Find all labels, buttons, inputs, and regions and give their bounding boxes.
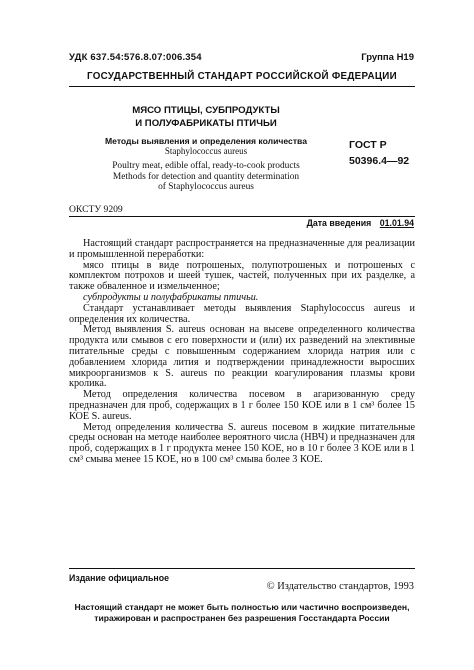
english-title [86, 161, 326, 193]
copyright: © Издательство стандартов, 1993 [266, 581, 414, 592]
english-line-3: of Staphylococcus aureus [158, 182, 254, 192]
document-title [96, 104, 316, 130]
notice-line-2: тиражирован и распространен без разрешения Госстандарта России [94, 613, 390, 623]
footer-rule [69, 568, 415, 569]
title-rule [69, 216, 415, 217]
title-line-1: МЯСО ПТИЦЫ, СУБПРОДУКТЫ [132, 105, 280, 116]
paragraph-scope: Настоящий стандарт распространяется на предназначенные для реализации и промышленной переработки: [69, 238, 415, 260]
date-value: 01.01.94 [379, 218, 414, 228]
date-label: Дата введения [306, 218, 372, 228]
standard-title: ГОСУДАРСТВЕННЫЙ СТАНДАРТ РОССИЙСКОЙ ФЕДЕРАЦИИ [87, 71, 397, 82]
gost-label: ГОСТ Р [349, 139, 387, 151]
paragraph-agar-method: Метод определения количества посевом в агаризованную среду предназначен для проб, содержащих в 1 г более 150 КОЕ или в 1 см³ более 15 КОЕ S. aureus. [69, 389, 415, 422]
paragraph-offal: субпродукты и полуфабрикаты птичьи. [83, 291, 259, 303]
method-line-1: Методы выявления и определения количества [105, 136, 307, 146]
effective-date [307, 218, 414, 228]
official-edition: Издание официальное [69, 573, 169, 583]
header-rule [69, 86, 415, 87]
method-line-2: Staphylococcus aureus [164, 146, 248, 156]
udk-code: УДК 637.54:576.8.07:006.354 [69, 52, 202, 63]
okstu-code: ОКСТУ 9209 [69, 204, 123, 215]
notice-line-1: Настоящий стандарт не может быть полностью или частично воспроизведен, [74, 602, 410, 612]
paragraph-methods: Стандарт устанавливает методы выявления Staphylococcus aureus и определения их количества. [69, 302, 415, 325]
gost-number: 50396.4—92 [349, 155, 410, 167]
gost-designation [349, 137, 409, 169]
english-line-1: Poultry meat, edible offal, ready-to-cook products [112, 161, 300, 171]
body-text [69, 239, 415, 466]
english-line-2: Methods for detection and quantity determination [112, 171, 300, 182]
method-subtitle [96, 136, 316, 156]
reproduction-notice [69, 602, 415, 624]
title-line-2: И ПОЛУФАБРИКАТЫ ПТИЧЬИ [135, 118, 277, 129]
paragraph-detection: Метод выявления S. aureus основан на высеве определенного количества продукта или смывов с его поверхности и (или) их разведений на элективные питательные среды с повышенным содержанием хлорида натрия или с добавлением хлорида лития и подтверждении принадлежности выросших микроорганизмов к S. aureus по реакции коагулирования плазмы крови кролика. [69, 324, 415, 390]
paragraph-mpn-method: Метод определения количества S. aureus посевом в жидкие питательные среды основан на методе наиболее вероятного числа (НВЧ) и предназначен для проб, содержащих в 1 г продукта менее 150 КОЕ, но в 10 г более 3 КОЕ или в 1 см³ смыва менее 15 КОЕ, но в 100 см³ смыва более 3 КОЕ. [69, 421, 415, 465]
group-code: Группа Н19 [361, 52, 414, 63]
paragraph-meat: мясо птицы в виде потрошеных, полупотрошеных и потрошеных с комплектом потрохов и шеей тушек, частей, полученных при их разделке, а также обваленное и измельченное; [69, 259, 415, 293]
